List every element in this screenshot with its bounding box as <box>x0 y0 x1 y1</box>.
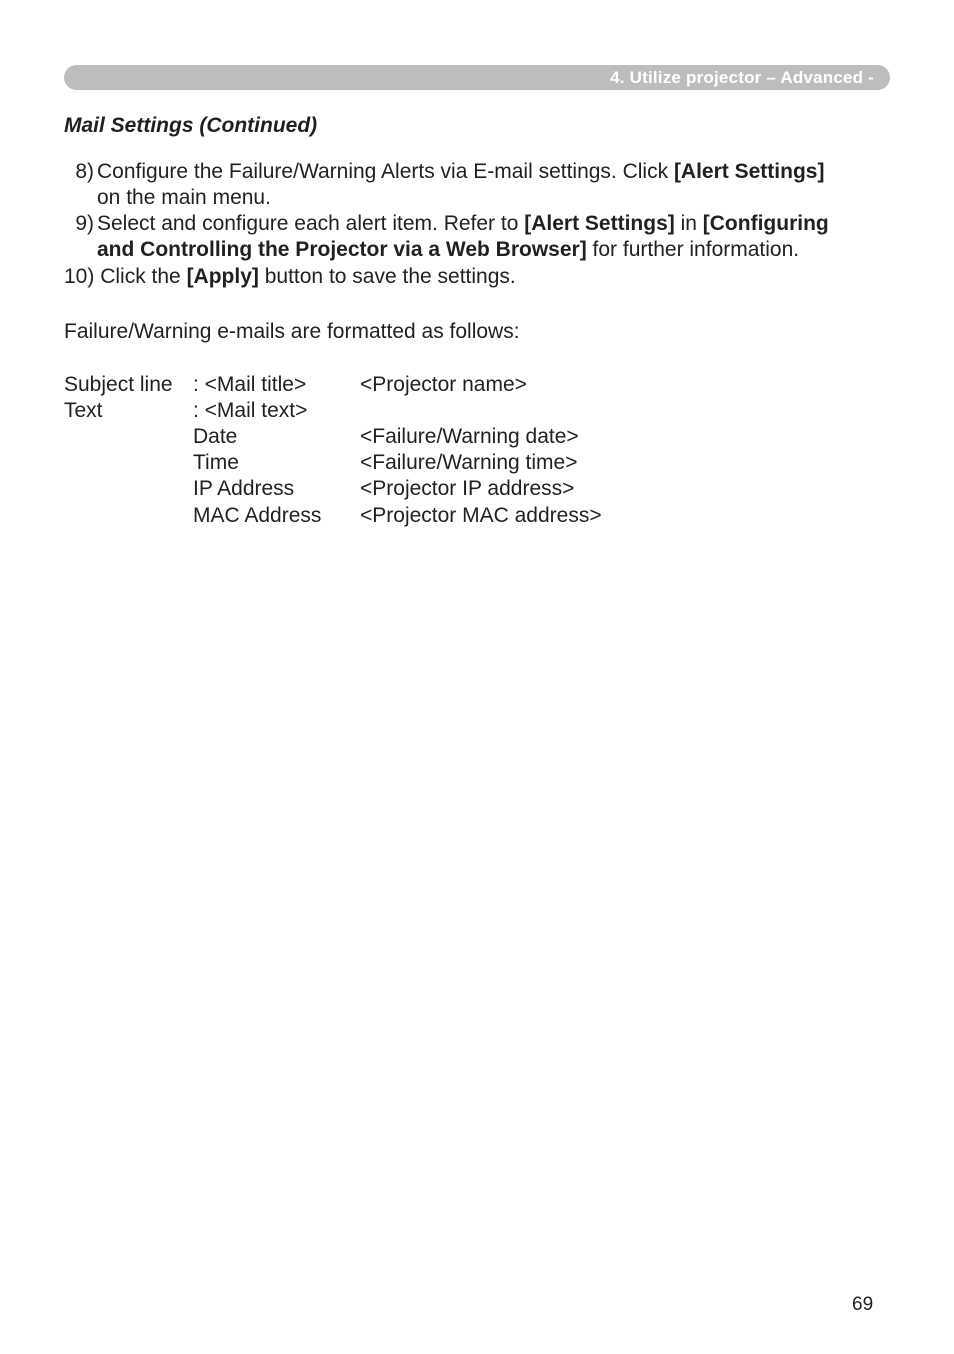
step-10 <box>64 264 516 290</box>
format-row <box>64 450 764 476</box>
format-label: Text <box>64 399 103 422</box>
format-field: Date <box>193 425 238 448</box>
format-field: MAC Address <box>193 504 322 527</box>
apply-ref: [Apply] <box>186 265 259 288</box>
section-title: Mail Settings (Continued) <box>64 114 318 137</box>
format-field: IP Address <box>193 477 295 500</box>
format-value: <Projector IP address> <box>360 477 575 500</box>
step-number: 10) <box>64 265 95 288</box>
format-row <box>64 372 764 398</box>
step-text-line <box>97 237 799 263</box>
step-text: Configure the Failure/Warning Alerts via E-mail settings. Click <box>97 160 674 183</box>
step-text: for further information. <box>586 238 800 261</box>
web-browser-ref: [Configuring <box>702 212 829 235</box>
step-number: 9) <box>75 212 94 235</box>
alert-settings-ref: [Alert Settings] <box>673 160 825 183</box>
format-value: <Failure/Warning time> <box>360 451 578 474</box>
format-row <box>64 476 764 502</box>
format-intro: Failure/Warning e-mails are formatted as follows: <box>64 320 520 343</box>
format-field: : <Mail title> <box>193 373 307 396</box>
format-value: <Projector name> <box>360 373 527 396</box>
format-row <box>64 503 764 529</box>
chapter-title: 4. Utilize projector – Advanced - <box>610 68 874 87</box>
web-browser-ref: and Controlling the Projector via a Web Browser] <box>97 238 587 261</box>
page-number: 69 <box>852 1294 874 1315</box>
format-value: <Projector MAC address> <box>360 504 602 527</box>
step-text: button to save the settings. <box>258 265 516 288</box>
step-text-line <box>97 211 829 237</box>
step-text: Click the <box>100 265 187 288</box>
format-row <box>64 398 764 424</box>
format-value: <Failure/Warning date> <box>360 425 579 448</box>
alert-settings-ref: [Alert Settings] <box>524 212 675 235</box>
step-text: in <box>674 212 703 235</box>
format-label: Subject line <box>64 373 173 396</box>
format-field: Time <box>193 451 239 474</box>
step-text-line <box>97 159 824 185</box>
step-text: Select and configure each alert item. Refer to <box>97 212 525 235</box>
format-row <box>64 424 764 450</box>
step-text-line: on the main menu. <box>97 186 271 209</box>
format-field: : <Mail text> <box>193 399 308 422</box>
step-number: 8) <box>75 160 94 183</box>
chapter-header-bar <box>64 65 890 90</box>
